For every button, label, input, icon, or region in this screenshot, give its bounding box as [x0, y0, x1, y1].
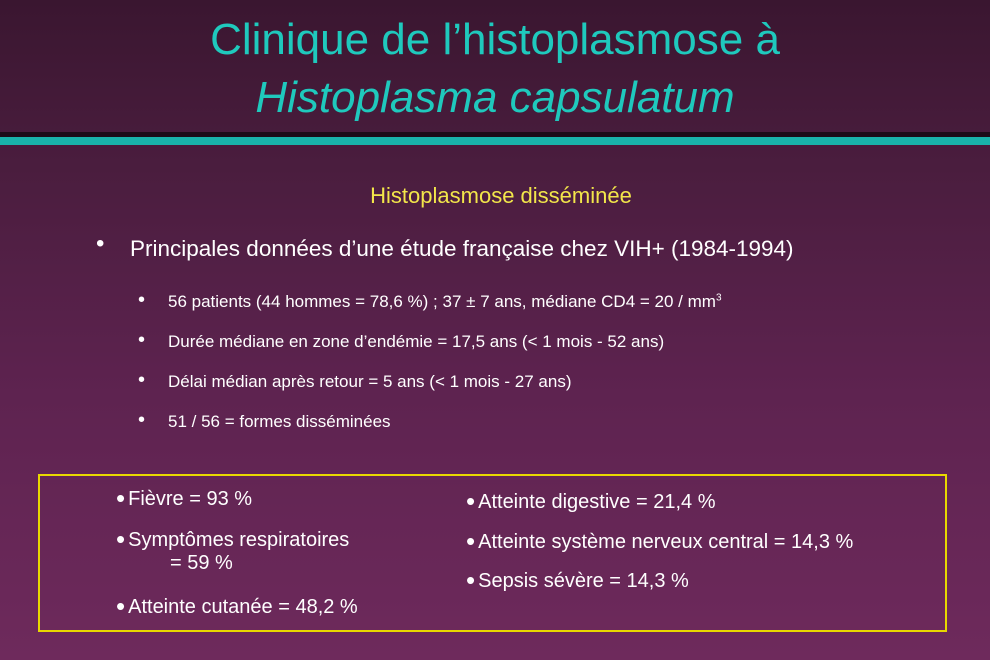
section-subtitle: Histoplasmose disséminée	[370, 183, 632, 208]
study-detail-endemie: Durée médiane en zone d’endémie = 17,5 ans (< 1 mois - 52 ans)	[168, 332, 665, 351]
bullet-icon: •	[466, 486, 476, 516]
bullet-icon: •	[138, 409, 146, 431]
finding-sepsis-text: Sepsis sévère = 14,3 %	[478, 570, 689, 592]
bullet-icon: •	[116, 524, 126, 554]
bullet-icon: •	[138, 369, 146, 391]
superscript-3: 3	[715, 292, 722, 304]
bullet-icon: •	[138, 289, 146, 311]
finding-snc-text: Atteinte système nerveux central = 14,3 %	[478, 531, 854, 553]
finding-fievre	[116, 483, 252, 514]
finding-snc	[466, 526, 853, 557]
finding-sepsis	[466, 565, 689, 596]
finding-respiratoires-text: Symptômes respiratoires	[128, 529, 350, 551]
bullet-icon: •	[466, 565, 476, 595]
study-detail-formes: 51 / 56 = formes disséminées	[168, 412, 391, 431]
bullet-icon: •	[138, 329, 146, 351]
title-line-2: Histoplasma capsulatum	[255, 73, 735, 122]
study-detail-patients	[168, 292, 722, 312]
bullet-icon: •	[96, 230, 105, 257]
finding-digestive	[466, 486, 715, 517]
finding-digestive-text: Atteinte digestive = 21,4 %	[478, 491, 716, 513]
study-detail-delai: Délai médian après retour = 5 ans (< 1 mois - 27 ans)	[168, 372, 572, 391]
main-point-text: Principales données d’une étude française chez VIH+ (1984-1994)	[130, 236, 794, 261]
title-line-1: Clinique de l’histoplasmose à	[210, 15, 780, 64]
finding-respiratoires-value: = 59 %	[170, 552, 233, 574]
bullet-icon: •	[116, 591, 126, 621]
bullet-icon: •	[466, 526, 476, 556]
title-divider-teal	[0, 137, 990, 145]
finding-cutanee-text: Atteinte cutanée = 48,2 %	[128, 596, 358, 618]
finding-respiratoires	[116, 524, 350, 574]
bullet-icon: •	[116, 483, 126, 513]
finding-cutanee	[116, 591, 358, 622]
study-detail-patients-text: 56 patients (44 hommes = 78,6 %) ; 37 ± 7 ans, médiane CD4 = 20 / mm	[168, 292, 716, 311]
finding-fievre-text: Fièvre = 93 %	[128, 488, 253, 510]
